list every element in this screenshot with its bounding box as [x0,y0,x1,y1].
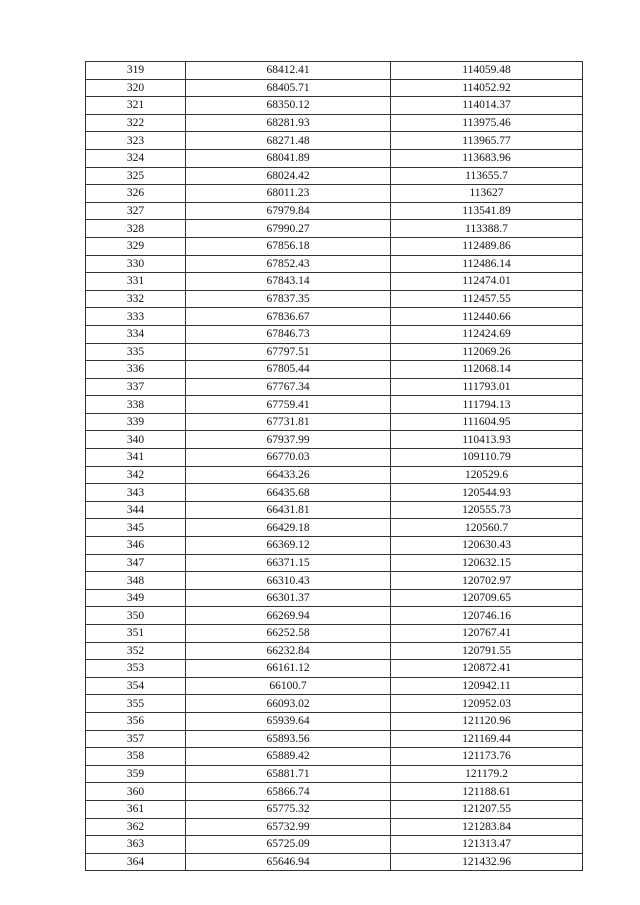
table-row [86,325,583,343]
table-row [86,607,583,625]
x-coordinate-cell: 68412.41 [186,62,391,80]
x-coordinate-cell: 66433.26 [186,466,391,484]
table-row [86,748,583,766]
table-row [86,273,583,291]
y-coordinate-cell: 121283.84 [391,818,583,836]
table-row [86,132,583,150]
table-row [86,519,583,537]
x-coordinate-cell: 68041.89 [186,149,391,167]
x-coordinate-cell: 66310.43 [186,572,391,590]
x-coordinate-cell: 67837.35 [186,290,391,308]
point-number-cell: 346 [86,537,186,555]
x-coordinate-cell: 65866.74 [186,783,391,801]
x-coordinate-cell: 67797.51 [186,343,391,361]
x-coordinate-cell: 67759.41 [186,396,391,414]
table-row [86,800,583,818]
y-coordinate-cell: 109110.79 [391,449,583,467]
x-coordinate-cell: 67979.84 [186,202,391,220]
table-row [86,836,583,854]
table-row [86,572,583,590]
y-coordinate-cell: 113965.77 [391,132,583,150]
x-coordinate-cell: 65732.99 [186,818,391,836]
point-number-cell: 325 [86,167,186,185]
y-coordinate-cell: 121120.96 [391,712,583,730]
y-coordinate-cell: 121179.2 [391,765,583,783]
point-number-cell: 327 [86,202,186,220]
x-coordinate-cell: 68011.23 [186,185,391,203]
point-number-cell: 357 [86,730,186,748]
x-coordinate-cell: 68405.71 [186,79,391,97]
table-row [86,625,583,643]
x-coordinate-cell: 66301.37 [186,589,391,607]
table-row [86,202,583,220]
y-coordinate-cell: 121173.76 [391,748,583,766]
x-coordinate-cell: 66435.68 [186,484,391,502]
table-row [86,361,583,379]
point-number-cell: 340 [86,431,186,449]
table-row [86,378,583,396]
point-number-cell: 348 [86,572,186,590]
x-coordinate-cell: 66093.02 [186,695,391,713]
point-number-cell: 361 [86,800,186,818]
y-coordinate-cell: 120942.11 [391,677,583,695]
y-coordinate-cell: 112069.26 [391,343,583,361]
y-coordinate-cell: 114052.92 [391,79,583,97]
y-coordinate-cell: 120709.65 [391,589,583,607]
x-coordinate-cell: 66161.12 [186,660,391,678]
x-coordinate-cell: 67990.27 [186,220,391,238]
y-coordinate-cell: 112440.66 [391,308,583,326]
table-row [86,343,583,361]
x-coordinate-cell: 68024.42 [186,167,391,185]
point-number-cell: 355 [86,695,186,713]
x-coordinate-cell: 67937.99 [186,431,391,449]
table-row [86,501,583,519]
y-coordinate-cell: 121432.96 [391,853,583,871]
point-number-cell: 322 [86,114,186,132]
table-row [86,660,583,678]
y-coordinate-cell: 112424.69 [391,325,583,343]
table-row [86,237,583,255]
point-number-cell: 352 [86,642,186,660]
table-row [86,765,583,783]
table-row [86,712,583,730]
y-coordinate-cell: 120872.41 [391,660,583,678]
x-coordinate-cell: 67843.14 [186,273,391,291]
x-coordinate-cell: 67767.34 [186,378,391,396]
point-number-cell: 326 [86,185,186,203]
y-coordinate-cell: 111794.13 [391,396,583,414]
point-number-cell: 338 [86,396,186,414]
y-coordinate-cell: 112474.01 [391,273,583,291]
y-coordinate-cell: 120767.41 [391,625,583,643]
y-coordinate-cell: 121188.61 [391,783,583,801]
table-row [86,97,583,115]
table-row [86,114,583,132]
point-number-cell: 321 [86,97,186,115]
point-number-cell: 329 [86,237,186,255]
x-coordinate-cell: 67805.44 [186,361,391,379]
point-number-cell: 319 [86,62,186,80]
x-coordinate-cell: 68271.48 [186,132,391,150]
point-number-cell: 354 [86,677,186,695]
point-number-cell: 333 [86,308,186,326]
x-coordinate-cell: 68350.12 [186,97,391,115]
x-coordinate-cell: 65775.32 [186,800,391,818]
y-coordinate-cell: 113388.7 [391,220,583,238]
y-coordinate-cell: 120791.55 [391,642,583,660]
table-row [86,730,583,748]
table-row [86,695,583,713]
y-coordinate-cell: 113541.89 [391,202,583,220]
table-body [86,62,583,871]
point-number-cell: 320 [86,79,186,97]
point-number-cell: 347 [86,554,186,572]
table-row [86,185,583,203]
x-coordinate-cell: 66100.7 [186,677,391,695]
table-row [86,537,583,555]
y-coordinate-cell: 120952.03 [391,695,583,713]
table-row [86,413,583,431]
table-row [86,783,583,801]
y-coordinate-cell: 121207.55 [391,800,583,818]
point-number-cell: 334 [86,325,186,343]
x-coordinate-cell: 67856.18 [186,237,391,255]
table-row [86,149,583,167]
table-row [86,255,583,273]
table-row [86,308,583,326]
y-coordinate-cell: 113627 [391,185,583,203]
x-coordinate-cell: 65881.71 [186,765,391,783]
point-number-cell: 364 [86,853,186,871]
x-coordinate-cell: 65893.56 [186,730,391,748]
point-number-cell: 344 [86,501,186,519]
point-number-cell: 358 [86,748,186,766]
x-coordinate-cell: 65646.94 [186,853,391,871]
point-number-cell: 342 [86,466,186,484]
x-coordinate-cell: 67731.81 [186,413,391,431]
x-coordinate-cell: 66371.15 [186,554,391,572]
point-number-cell: 330 [86,255,186,273]
x-coordinate-cell: 66770.03 [186,449,391,467]
y-coordinate-cell: 120632.15 [391,554,583,572]
point-number-cell: 349 [86,589,186,607]
x-coordinate-cell: 65889.42 [186,748,391,766]
point-number-cell: 359 [86,765,186,783]
table-row [86,290,583,308]
point-number-cell: 328 [86,220,186,238]
point-number-cell: 336 [86,361,186,379]
x-coordinate-cell: 67846.73 [186,325,391,343]
y-coordinate-cell: 113683.96 [391,149,583,167]
x-coordinate-cell: 68281.93 [186,114,391,132]
x-coordinate-cell: 65725.09 [186,836,391,854]
point-number-cell: 337 [86,378,186,396]
table-row [86,79,583,97]
point-number-cell: 343 [86,484,186,502]
y-coordinate-cell: 112489.86 [391,237,583,255]
table-row [86,466,583,484]
y-coordinate-cell: 112486.14 [391,255,583,273]
point-number-cell: 345 [86,519,186,537]
y-coordinate-cell: 111604.95 [391,413,583,431]
point-number-cell: 324 [86,149,186,167]
table-row [86,167,583,185]
point-number-cell: 356 [86,712,186,730]
x-coordinate-cell: 66252.58 [186,625,391,643]
point-number-cell: 331 [86,273,186,291]
point-number-cell: 360 [86,783,186,801]
x-coordinate-cell: 67836.67 [186,308,391,326]
table-row [86,818,583,836]
x-coordinate-cell: 66369.12 [186,537,391,555]
point-number-cell: 362 [86,818,186,836]
table-row [86,677,583,695]
x-coordinate-cell: 67852.43 [186,255,391,273]
table-row [86,484,583,502]
y-coordinate-cell: 120560.7 [391,519,583,537]
y-coordinate-cell: 120702.97 [391,572,583,590]
point-number-cell: 351 [86,625,186,643]
point-number-cell: 363 [86,836,186,854]
y-coordinate-cell: 112068.14 [391,361,583,379]
point-number-cell: 341 [86,449,186,467]
x-coordinate-cell: 66431.81 [186,501,391,519]
point-number-cell: 323 [86,132,186,150]
y-coordinate-cell: 120746.16 [391,607,583,625]
point-number-cell: 339 [86,413,186,431]
y-coordinate-cell: 114059.48 [391,62,583,80]
table-row [86,853,583,871]
y-coordinate-cell: 110413.93 [391,431,583,449]
x-coordinate-cell: 66269.94 [186,607,391,625]
table-row [86,431,583,449]
coordinate-table [85,61,583,871]
y-coordinate-cell: 121169.44 [391,730,583,748]
x-coordinate-cell: 65939.64 [186,712,391,730]
table-row [86,396,583,414]
y-coordinate-cell: 114014.37 [391,97,583,115]
table-row [86,62,583,80]
y-coordinate-cell: 120544.93 [391,484,583,502]
y-coordinate-cell: 120529.6 [391,466,583,484]
point-number-cell: 332 [86,290,186,308]
y-coordinate-cell: 113975.46 [391,114,583,132]
y-coordinate-cell: 113655.7 [391,167,583,185]
point-number-cell: 350 [86,607,186,625]
x-coordinate-cell: 66429.18 [186,519,391,537]
point-number-cell: 353 [86,660,186,678]
y-coordinate-cell: 120555.73 [391,501,583,519]
y-coordinate-cell: 112457.55 [391,290,583,308]
x-coordinate-cell: 66232.84 [186,642,391,660]
y-coordinate-cell: 111793.01 [391,378,583,396]
table-row [86,554,583,572]
table-row [86,642,583,660]
table-row [86,220,583,238]
table-row [86,589,583,607]
table-row [86,449,583,467]
point-number-cell: 335 [86,343,186,361]
y-coordinate-cell: 121313.47 [391,836,583,854]
y-coordinate-cell: 120630.43 [391,537,583,555]
